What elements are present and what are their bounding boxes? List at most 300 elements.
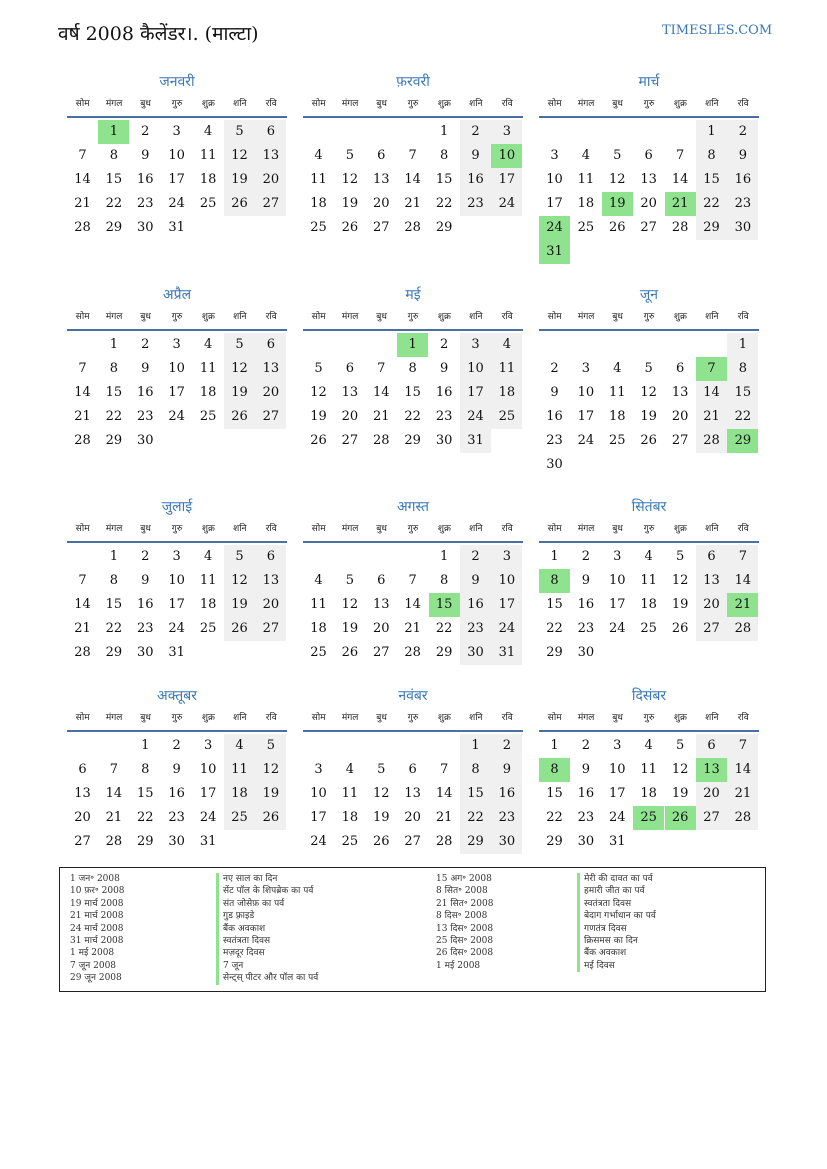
weekday-label: शनि — [705, 524, 719, 534]
day-cell: 23 — [168, 810, 185, 825]
day-cell: 30 — [137, 433, 154, 448]
day-cell: 6 — [696, 734, 727, 758]
day-cell: 8 — [109, 573, 119, 588]
weekday-label: शनि — [469, 713, 483, 723]
day-cell: 18 — [577, 196, 595, 211]
day-cell: 10 — [310, 786, 327, 801]
day-cell: 14 — [74, 172, 91, 187]
day-cell: 15 — [105, 597, 123, 612]
weekday-header — [67, 710, 287, 732]
month-name: अप्रैल — [162, 287, 192, 303]
day-cell: 3 — [613, 549, 622, 564]
holiday-list — [59, 867, 766, 992]
holiday-entry: 21 मार्च 2008 — [70, 911, 124, 922]
day-cell: 2 — [141, 337, 150, 352]
day-cell: 1 — [141, 738, 150, 753]
holiday-entry: हमारी जीत का पर्व — [577, 885, 656, 897]
day-cell: 5 — [345, 148, 355, 163]
holiday-entry: बेदाग गर्भाधान का पर्व — [577, 910, 656, 922]
weekday-label: गुरु — [407, 99, 419, 109]
day-cell: 17 — [609, 786, 626, 801]
day-cell: 27 — [255, 192, 286, 216]
day-cell: 13 — [640, 172, 657, 187]
day-cell: 17 — [199, 786, 217, 801]
day-cell: 29 — [105, 433, 123, 448]
day-cell: 29 — [435, 645, 453, 660]
month-name: फ़रवरी — [396, 74, 430, 90]
day-cell: 15 — [546, 597, 563, 612]
day-cell: 5 — [613, 148, 622, 163]
day-cell: 22 — [546, 810, 563, 825]
day-cell: 9 — [460, 569, 491, 593]
day-cell: 27 — [255, 405, 286, 429]
day-cell: 9 — [172, 762, 181, 777]
day-cell: 30 — [727, 216, 758, 240]
day-cell: 26 — [224, 405, 255, 429]
day-cell: 25 — [310, 645, 327, 660]
month-calendar — [539, 285, 759, 477]
day-cell: 13 — [74, 786, 91, 801]
weekday-label: शुक्र — [201, 99, 215, 109]
day-cell: 21 — [74, 196, 91, 211]
weekday-label: शुक्र — [201, 312, 215, 322]
day-cell: 16 — [435, 385, 453, 400]
day-cell: 26 — [310, 433, 327, 448]
holiday-entry: मेरी की दावत का पर्व — [577, 873, 656, 885]
day-cell: 24 — [609, 810, 626, 825]
day-cell: 13 — [255, 144, 286, 168]
day-cell: 10 — [460, 357, 491, 381]
day-cell: 5 — [675, 549, 685, 564]
day-cell: 5 — [224, 120, 255, 144]
day-cell: 9 — [141, 148, 150, 163]
weekday-label: गुरु — [407, 713, 419, 723]
day-cell: 2 — [550, 361, 559, 376]
weekday-label: शुक्र — [437, 99, 451, 109]
day-cell: 8 — [439, 573, 449, 588]
day-cell: 19 — [602, 192, 633, 216]
day-cell: 31 — [168, 645, 185, 660]
day-cell: 26 — [373, 834, 390, 849]
day-cell: 8 — [539, 569, 570, 593]
day-cell: 23 — [577, 810, 595, 825]
day-cell: 14 — [74, 385, 91, 400]
day-cell: 12 — [640, 385, 657, 400]
weekday-label: गुरु — [407, 312, 419, 322]
day-cell: 13 — [671, 385, 689, 400]
day-cell: 15 — [404, 385, 421, 400]
day-cell: 14 — [696, 381, 727, 405]
day-cell: 3 — [172, 124, 181, 139]
day-cell: 11 — [199, 573, 217, 588]
day-cell: 12 — [341, 597, 359, 612]
holiday-entry: 1 जन॰ 2008 — [70, 874, 120, 884]
day-cell: 11 — [341, 786, 359, 801]
day-cell: 4 — [644, 549, 653, 564]
day-cell: 28 — [727, 617, 758, 641]
month-name: अगस्त — [396, 499, 429, 515]
weekday-label: रवि — [265, 713, 277, 723]
day-cell: 24 — [460, 405, 491, 429]
day-cell: 11 — [199, 148, 217, 163]
day-cell: 23 — [460, 617, 491, 641]
day-cell: 12 — [671, 762, 689, 777]
day-cell: 22 — [435, 621, 453, 636]
page-title: वर्ष 2008 कैलेंडर।. (माल्टा) — [58, 23, 259, 45]
day-cell: 25 — [491, 405, 522, 429]
day-cell: 25 — [199, 409, 217, 424]
day-cell: 13 — [373, 172, 390, 187]
day-cell: 3 — [550, 148, 559, 163]
day-cell: 18 — [640, 597, 657, 612]
day-cell: 29 — [460, 830, 491, 854]
weekday-label: बुध — [376, 713, 387, 723]
day-cell: 21 — [727, 593, 758, 617]
day-cell: 5 — [314, 361, 323, 376]
day-cell: 15 — [546, 786, 563, 801]
weekday-header — [67, 521, 287, 543]
day-cell: 14 — [435, 786, 453, 801]
day-cell: 9 — [581, 573, 591, 588]
day-cell: 7 — [78, 361, 87, 376]
weekday-label: शुक्र — [201, 713, 215, 723]
day-cell: 29 — [727, 429, 758, 453]
day-cell: 15 — [696, 168, 727, 192]
day-cell: 7 — [675, 148, 685, 163]
day-cell: 27 — [696, 806, 727, 830]
weekday-label: रवि — [501, 99, 513, 109]
day-cell: 16 — [577, 597, 595, 612]
weekday-label: शनि — [469, 524, 483, 534]
day-cell: 12 — [224, 569, 255, 593]
day-grid — [539, 333, 759, 477]
weekday-label: गुरु — [171, 713, 183, 723]
weekday-label: शनि — [469, 312, 483, 322]
day-cell: 11 — [310, 597, 327, 612]
holiday-entry: बैंक अवकाश — [216, 923, 318, 935]
brand-link[interactable]: TIMESLES.COM — [662, 23, 773, 38]
weekday-label: शुक्र — [437, 713, 451, 723]
day-cell: 20 — [373, 196, 390, 211]
weekday-label: रवि — [737, 312, 749, 322]
day-cell: 15 — [105, 385, 123, 400]
day-cell: 14 — [404, 172, 421, 187]
day-cell: 30 — [137, 645, 154, 660]
day-cell: 2 — [460, 545, 491, 569]
day-cell: 16 — [460, 168, 491, 192]
day-cell: 24 — [491, 192, 522, 216]
day-cell: 19 — [224, 593, 255, 617]
day-grid — [303, 545, 523, 665]
day-cell: 1 — [550, 549, 559, 564]
day-cell: 8 — [408, 361, 417, 376]
day-cell: 19 — [224, 168, 255, 192]
day-cell: 22 — [546, 621, 563, 636]
day-cell: 6 — [345, 361, 355, 376]
day-cell: 14 — [74, 597, 91, 612]
day-cell: 1 — [550, 738, 559, 753]
day-cell: 23 — [577, 621, 595, 636]
day-cell: 23 — [137, 409, 154, 424]
month-calendar — [67, 497, 287, 665]
day-cell: 19 — [671, 786, 689, 801]
weekday-label: शनि — [705, 312, 719, 322]
day-cell: 30 — [546, 457, 563, 472]
day-cell: 17 — [168, 172, 185, 187]
holiday-names-left — [216, 873, 318, 985]
day-cell: 24 — [199, 810, 217, 825]
month-calendar — [303, 686, 523, 854]
weekday-header — [539, 96, 759, 118]
day-cell: 3 — [491, 545, 522, 569]
day-cell: 4 — [203, 549, 213, 564]
day-cell: 23 — [546, 433, 563, 448]
day-grid — [67, 734, 287, 854]
weekday-label: रवि — [501, 312, 513, 322]
day-cell: 21 — [696, 405, 727, 429]
day-cell: 4 — [613, 361, 622, 376]
weekday-label: रवि — [501, 713, 513, 723]
day-cell: 28 — [74, 220, 91, 235]
day-cell: 31 — [168, 220, 185, 235]
weekday-label: मंगल — [341, 713, 359, 723]
day-grid — [303, 120, 523, 240]
day-cell: 23 — [137, 621, 154, 636]
day-cell: 14 — [404, 597, 421, 612]
day-cell: 20 — [671, 409, 689, 424]
day-cell: 2 — [491, 734, 522, 758]
day-cell: 1 — [98, 120, 129, 144]
day-cell: 24 — [609, 621, 626, 636]
day-cell: 13 — [341, 385, 359, 400]
day-cell: 29 — [137, 834, 154, 849]
day-grid — [67, 120, 287, 240]
day-cell: 17 — [546, 196, 563, 211]
day-cell: 5 — [224, 545, 255, 569]
day-cell: 1 — [397, 333, 428, 357]
day-cell: 6 — [255, 120, 286, 144]
day-grid — [67, 545, 287, 665]
day-cell: 30 — [137, 220, 154, 235]
day-grid — [539, 120, 759, 264]
day-cell: 14 — [105, 786, 123, 801]
weekday-label: रवि — [265, 524, 277, 534]
day-cell: 20 — [404, 810, 421, 825]
day-cell: 25 — [633, 806, 664, 830]
day-cell: 10 — [168, 361, 185, 376]
day-cell: 2 — [172, 738, 181, 753]
day-cell: 9 — [581, 762, 591, 777]
day-cell: 6 — [255, 545, 286, 569]
weekday-label: शनि — [233, 713, 247, 723]
day-cell: 7 — [408, 148, 417, 163]
day-cell: 5 — [377, 762, 386, 777]
day-cell: 27 — [373, 220, 390, 235]
day-cell: 7 — [696, 357, 727, 381]
day-cell: 8 — [109, 148, 119, 163]
day-cell: 21 — [435, 810, 453, 825]
day-cell: 14 — [727, 569, 758, 593]
day-cell: 9 — [141, 361, 150, 376]
holiday-entry: नए साल का दिन — [216, 873, 318, 885]
day-cell: 29 — [546, 645, 563, 660]
day-cell: 12 — [609, 172, 626, 187]
day-cell: 15 — [727, 381, 758, 405]
holiday-entry: गुड फ़्राइडे — [216, 910, 318, 922]
holiday-entry: स्वतंत्रता दिवस — [216, 935, 318, 947]
day-cell: 28 — [74, 433, 91, 448]
weekday-label: सोम — [311, 312, 326, 322]
day-cell: 21 — [404, 196, 421, 211]
weekday-label: शुक्र — [437, 312, 451, 322]
weekday-label: बुध — [140, 99, 151, 109]
weekday-header — [303, 96, 523, 118]
holiday-entry: 31 मार्च 2008 — [70, 936, 124, 947]
holiday-entry: संत जोसेफ़ का पर्व — [216, 898, 318, 910]
month-calendar — [539, 72, 759, 264]
day-cell: 9 — [727, 144, 758, 168]
weekday-label: बुध — [376, 99, 387, 109]
weekday-label: मंगल — [577, 312, 595, 322]
day-cell: 7 — [377, 361, 386, 376]
day-cell: 17 — [310, 810, 327, 825]
day-cell: 26 — [255, 806, 286, 830]
day-cell: 5 — [675, 738, 685, 753]
day-cell: 22 — [727, 405, 758, 429]
day-cell: 25 — [577, 220, 595, 235]
weekday-label: शनि — [705, 713, 719, 723]
day-cell: 2 — [439, 337, 449, 352]
day-cell: 4 — [314, 573, 323, 588]
day-cell: 22 — [105, 196, 123, 211]
day-cell: 8 — [727, 357, 758, 381]
day-cell: 3 — [613, 738, 622, 753]
day-cell: 11 — [577, 172, 595, 187]
weekday-label: शनि — [233, 312, 247, 322]
day-cell: 6 — [377, 148, 386, 163]
day-cell: 5 — [345, 573, 355, 588]
day-cell: 26 — [224, 617, 255, 641]
day-cell: 18 — [224, 782, 255, 806]
weekday-label: मंगल — [577, 99, 595, 109]
day-cell: 1 — [109, 549, 119, 564]
weekday-label: रवि — [737, 524, 749, 534]
holiday-entry: 7 जून 2008 — [70, 960, 117, 971]
weekday-label: शनि — [233, 99, 247, 109]
day-cell: 12 — [224, 357, 255, 381]
weekday-label: रवि — [265, 312, 277, 322]
weekday-label: सोम — [75, 524, 90, 534]
day-cell: 26 — [609, 220, 626, 235]
day-cell: 4 — [345, 762, 355, 777]
day-cell: 25 — [310, 220, 327, 235]
day-cell: 29 — [105, 645, 123, 660]
day-cell: 5 — [644, 361, 653, 376]
holiday-entry: 29 जून 2008 — [70, 973, 122, 984]
day-cell: 10 — [577, 385, 595, 400]
day-cell: 6 — [377, 573, 386, 588]
day-cell: 10 — [491, 144, 522, 168]
month-name: मार्च — [638, 74, 660, 90]
day-cell: 1 — [439, 549, 449, 564]
day-cell: 31 — [609, 834, 626, 849]
day-cell: 30 — [491, 830, 522, 854]
day-cell: 8 — [109, 361, 119, 376]
weekday-label: मंगल — [341, 99, 359, 109]
day-grid — [303, 333, 523, 453]
day-cell: 25 — [609, 433, 626, 448]
day-cell: 10 — [199, 762, 217, 777]
weekday-label: गुरु — [643, 524, 655, 534]
day-cell: 1 — [727, 333, 758, 357]
weekday-label: बुध — [140, 524, 151, 534]
day-cell: 16 — [137, 385, 154, 400]
weekday-label: शुक्र — [673, 99, 687, 109]
day-cell: 10 — [546, 172, 563, 187]
day-cell: 23 — [727, 192, 758, 216]
day-cell: 20 — [255, 593, 286, 617]
day-cell: 25 — [224, 806, 255, 830]
day-cell: 12 — [224, 144, 255, 168]
day-cell: 18 — [640, 786, 657, 801]
day-cell: 10 — [609, 573, 626, 588]
day-cell: 13 — [696, 758, 727, 782]
day-cell: 20 — [255, 381, 286, 405]
day-cell: 11 — [640, 573, 657, 588]
day-cell: 10 — [168, 148, 185, 163]
day-cell: 30 — [168, 834, 185, 849]
holiday-entry: क्रिसमस का दिन — [577, 935, 656, 947]
weekday-label: सोम — [547, 99, 562, 109]
month-name: मई — [405, 287, 421, 303]
day-cell: 11 — [310, 172, 327, 187]
day-cell: 11 — [224, 758, 255, 782]
day-cell: 17 — [491, 168, 522, 192]
day-cell: 18 — [341, 810, 359, 825]
holiday-entry: मई दिवस — [577, 960, 656, 972]
month-calendar — [67, 72, 287, 240]
weekday-header — [539, 521, 759, 543]
day-cell: 17 — [609, 597, 626, 612]
day-cell: 17 — [577, 409, 595, 424]
day-cell: 29 — [546, 834, 563, 849]
day-cell: 26 — [341, 645, 359, 660]
day-cell: 24 — [168, 196, 185, 211]
day-cell: 15 — [137, 786, 154, 801]
day-cell: 11 — [640, 762, 657, 777]
weekday-label: गुरु — [407, 524, 419, 534]
day-cell: 8 — [141, 762, 150, 777]
day-cell: 16 — [137, 172, 154, 187]
weekday-label: रवि — [501, 524, 513, 534]
holiday-entry: 1 मई 2008 — [436, 960, 481, 971]
day-cell: 7 — [78, 148, 87, 163]
day-cell: 8 — [460, 758, 491, 782]
day-cell: 28 — [435, 834, 453, 849]
day-cell: 21 — [373, 409, 390, 424]
holiday-entry: 15 अग॰ 2008 — [436, 874, 492, 884]
weekday-label: मंगल — [577, 713, 595, 723]
weekday-label: गुरु — [171, 524, 183, 534]
day-cell: 14 — [671, 172, 689, 187]
day-cell: 28 — [727, 806, 758, 830]
weekday-label: सोम — [547, 713, 562, 723]
day-cell: 22 — [105, 409, 123, 424]
weekday-label: गुरु — [643, 99, 655, 109]
day-cell: 29 — [696, 216, 727, 240]
day-cell: 3 — [491, 120, 522, 144]
day-cell: 30 — [577, 834, 595, 849]
